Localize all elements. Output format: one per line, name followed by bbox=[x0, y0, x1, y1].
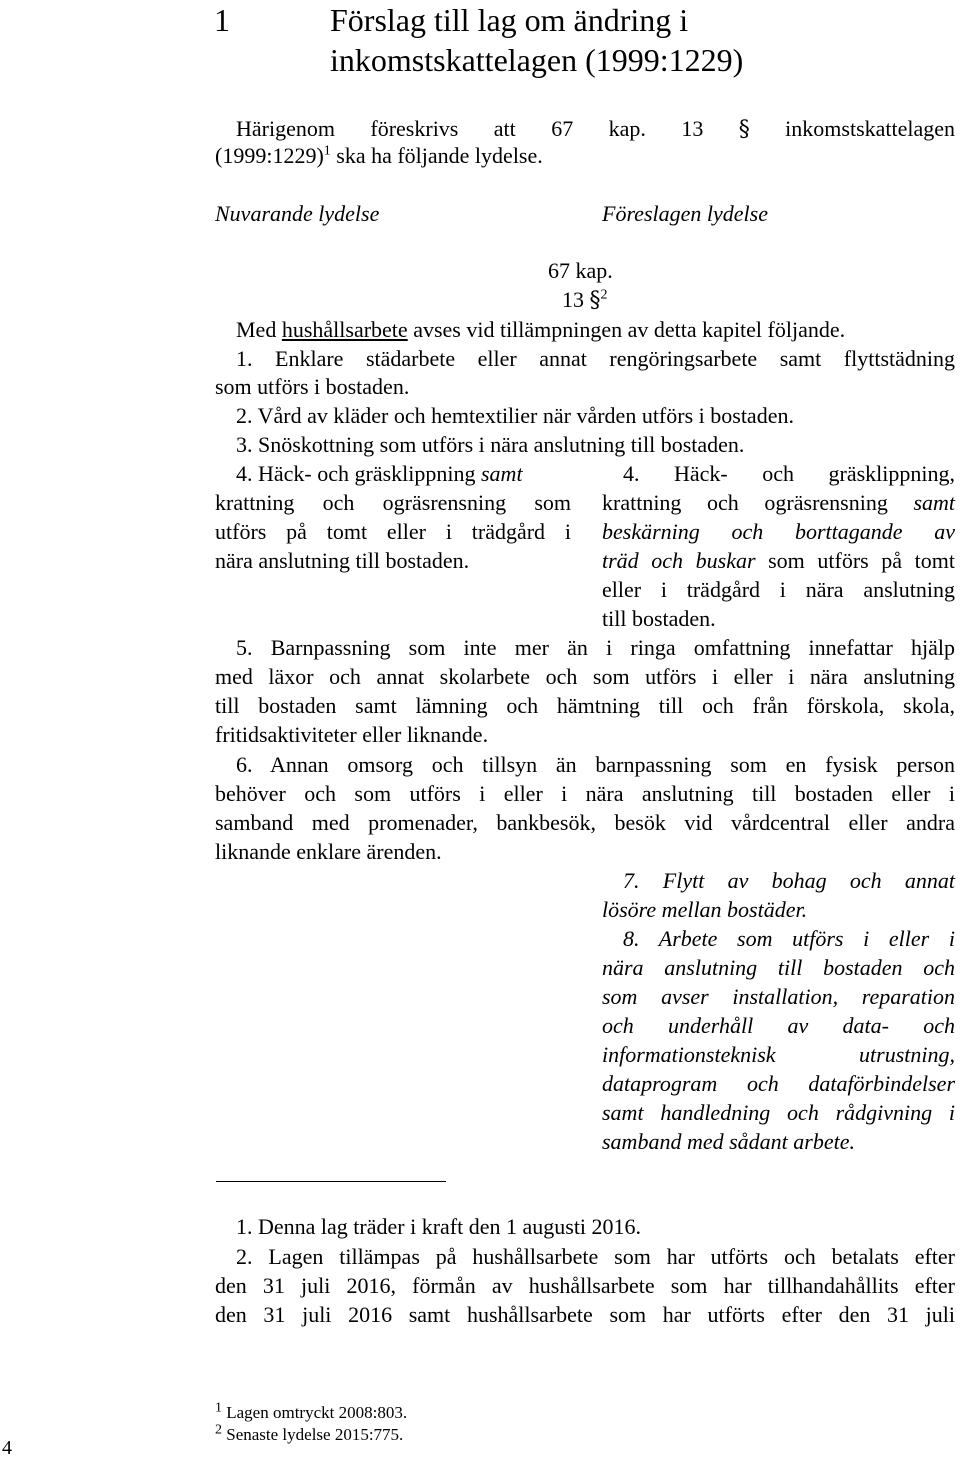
item-5-line-3: till bostaden samt lämning och hämtning till och från förskola, skola, bbox=[215, 693, 955, 718]
intro-line-1: Härigenom föreskrivs att 67 kap. 13 § inkomstskattelagen bbox=[236, 116, 956, 142]
item-8-line-8: samband med sådant arbete. bbox=[602, 1129, 855, 1154]
transition-2-line-2: den 31 juli 2016, förmån av hushållsarbete som har tillhandahållits efter bbox=[215, 1273, 955, 1298]
item-6-line-2: behöver och som utförs i eller i nära anslutning till bostaden eller i bbox=[215, 781, 955, 806]
item-8-line-3: som avser installation, reparation bbox=[602, 984, 955, 1009]
item-4-proposed-line-2: krattning och ogräsrensning samt bbox=[602, 490, 955, 515]
chapter-label: 67 kap. bbox=[548, 258, 613, 283]
item-5-line-4: fritidsaktiviteter eller liknande. bbox=[215, 722, 489, 747]
item-6-line-1: 6. Annan omsorg och tillsyn än barnpassning som en fysisk person bbox=[236, 752, 955, 777]
footnote-2: $^2$ Senaste lydelse 2015:775. bbox=[215, 1422, 404, 1444]
item-4-current-line-1: 4. Häck- och gräsklippning samt bbox=[236, 461, 523, 486]
heading-line-1: Förslag till lag om ändring i bbox=[330, 2, 689, 38]
item-6-line-3: samband med promenader, bankbesök, besök vid vårdcentral eller andra bbox=[215, 810, 955, 835]
intro-line-2: (1999:1229)$^1$ ska ha följande lydelse. bbox=[215, 143, 543, 168]
item-8-line-6: dataprogram och dataförbindelser bbox=[602, 1071, 955, 1096]
page-number: 4 bbox=[2, 1437, 12, 1459]
item-6-line-4: liknande enklare ärenden. bbox=[215, 839, 442, 864]
item-4-proposed-line-5: eller i trädgård i nära anslutning bbox=[602, 577, 955, 602]
item-2: 2. Vård av kläder och hemtextilier när vården utförs i bostaden. bbox=[236, 403, 794, 428]
item-5-line-1: 5. Barnpassning som inte mer än i ringa omfattning innefattar hjälp bbox=[236, 635, 955, 660]
item-8-line-1: 8. Arbete som utförs i eller i bbox=[623, 926, 955, 951]
item-8-line-4: och underhåll av data- och bbox=[602, 1013, 955, 1038]
item-1-line-2: som utförs i bostaden. bbox=[215, 374, 410, 399]
transition-separator-rule bbox=[216, 1181, 446, 1182]
item-4-proposed-line-4: träd och buskar som utförs på tomt bbox=[602, 548, 955, 573]
transition-1: 1. Denna lag träder i kraft den 1 augusti 2016. bbox=[236, 1214, 642, 1239]
item-5-line-2: med läxor och annat skolarbete och som utförs i eller i nära anslutning bbox=[215, 664, 955, 689]
item-8-line-7: samt handledning och rådgivning i bbox=[602, 1100, 955, 1125]
column-header-proposed: Föreslagen lydelse bbox=[602, 201, 768, 226]
transition-2-line-1: 2. Lagen tillämpas på hushållsarbete som har utförts och betalats efter bbox=[236, 1244, 955, 1269]
footnote-1: $^1$ Lagen omtryckt 2008:803. bbox=[215, 1400, 408, 1422]
heading-line-2: inkomstskattelagen (1999:1229) bbox=[330, 42, 744, 78]
item-8-line-5: informationsteknisk utrustning, bbox=[602, 1042, 955, 1067]
section-label: 13 §$^2$ bbox=[562, 287, 608, 313]
item-4-proposed-line-1: 4. Häck- och gräsklippning, bbox=[623, 461, 955, 486]
transition-2-line-3: den 31 juli 2016 samt hushållsarbete som har utförts efter den 31 juli bbox=[215, 1302, 955, 1327]
item-4-current-line-3: utförs på tomt eller i trädgård i bbox=[215, 519, 571, 544]
heading-number: 1 bbox=[214, 2, 230, 38]
item-4-proposed-line-6: till bostaden. bbox=[602, 606, 716, 631]
item-8-line-2: nära anslutning till bostaden och bbox=[602, 955, 955, 980]
item-1-line-1: 1. Enklare städarbete eller annat rengöringsarbete samt flyttstädning bbox=[236, 346, 955, 371]
item-7-line-2: lösöre mellan bostäder. bbox=[602, 897, 808, 922]
item-4-proposed-line-3: beskärning och borttagande av bbox=[602, 519, 955, 544]
item-3: 3. Snöskottning som utförs i nära anslutning till bostaden. bbox=[236, 432, 745, 457]
definition-intro: Med hushållsarbete avses vid tillämpningen av detta kapitel följande. bbox=[236, 317, 846, 342]
item-7-line-1: 7. Flytt av bohag och annat bbox=[623, 868, 955, 893]
item-4-current-line-2: krattning och ogräsrensning som bbox=[215, 490, 571, 515]
column-header-current: Nuvarande lydelse bbox=[215, 201, 380, 226]
item-4-current-line-4: nära anslutning till bostaden. bbox=[215, 548, 470, 573]
